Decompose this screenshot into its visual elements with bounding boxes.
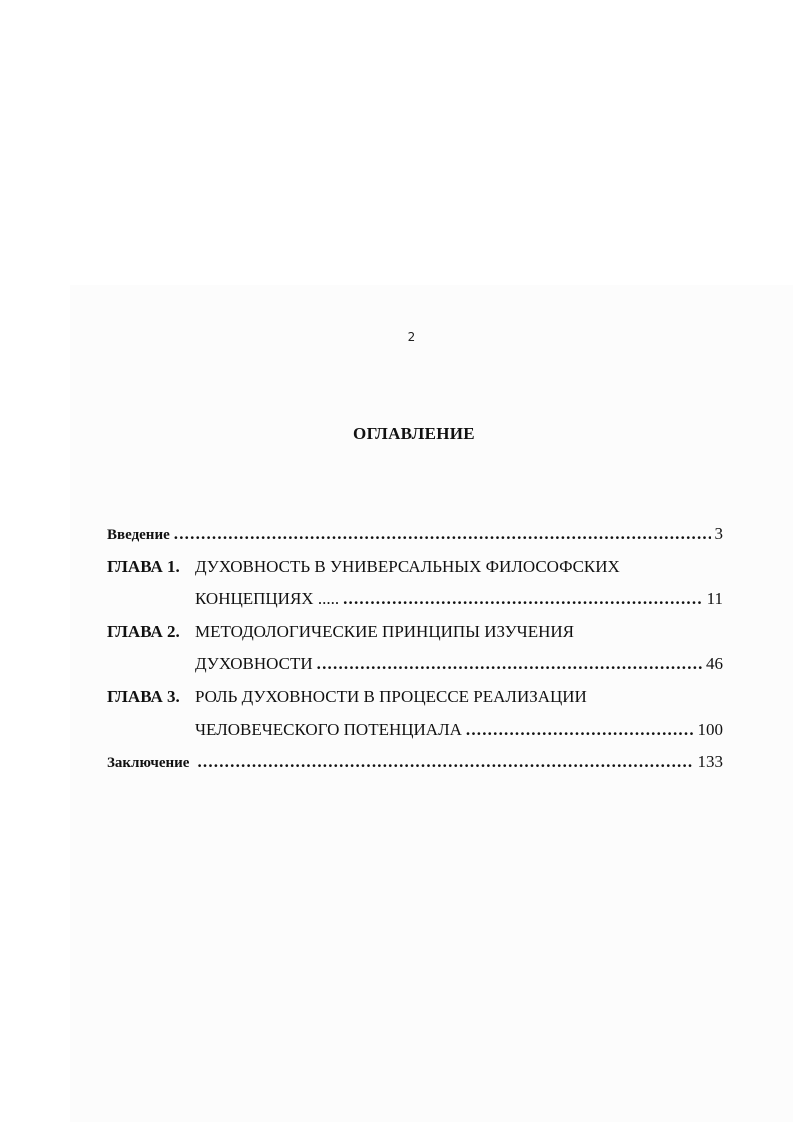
toc-conclusion-label: Заключение [107,755,190,772]
page-number: 2 [407,330,416,344]
chapter3-page: 100 [697,719,723,739]
toc-conclusion-page: 133 [697,752,723,772]
chapter3-title-line2: ЧЕЛОВЕЧЕСКОГО ПОТЕНЦИАЛА [195,719,462,739]
chapter1-page: 11 [706,589,723,609]
dot-leader [343,583,703,616]
toc-entry-chapter1-line1[interactable] [107,551,723,584]
chapter2-title-line1: МЕТОДОЛОГИЧЕСКИЕ ПРИНЦИПЫ ИЗУЧЕНИЯ [195,621,574,641]
toc-entry-chapter2-line2[interactable] [107,648,723,681]
toc-entry-chapter3-line1[interactable] [107,681,723,714]
dot-leader [317,648,702,681]
toc-entry-chapter2-line1[interactable] [107,616,723,649]
chapter3-label: ГЛАВА 3. [107,686,180,706]
table-of-contents [107,518,723,779]
toc-entry-chapter1-line2[interactable] [107,583,723,616]
dot-leader [197,746,693,779]
chapter2-label: ГЛАВА 2. [107,621,180,641]
toc-title: ОГЛАВЛЕНИЕ [353,424,475,443]
chapter1-title-line1: ДУХОВНОСТЬ В УНИВЕРСАЛЬНЫХ ФИЛОСОФСКИХ [195,556,620,576]
dot-leader [466,714,694,747]
chapter3-title-line1: РОЛЬ ДУХОВНОСТИ В ПРОЦЕССЕ РЕАЛИЗАЦИИ [195,686,587,706]
chapter1-label: ГЛАВА 1. [107,556,180,576]
dot-leader [174,518,711,551]
chapter2-page: 46 [706,654,723,674]
toc-intro-page: 3 [714,524,723,543]
chapter2-title-line2: ДУХОВНОСТИ [195,654,313,674]
toc-entry-intro[interactable] [107,518,723,551]
toc-entry-chapter3-line2[interactable] [107,714,723,747]
chapter1-title-line2: КОНЦЕПЦИЯХ ..... [195,589,340,609]
toc-intro-label: Введение [107,527,170,543]
toc-entry-conclusion[interactable] [107,746,723,779]
